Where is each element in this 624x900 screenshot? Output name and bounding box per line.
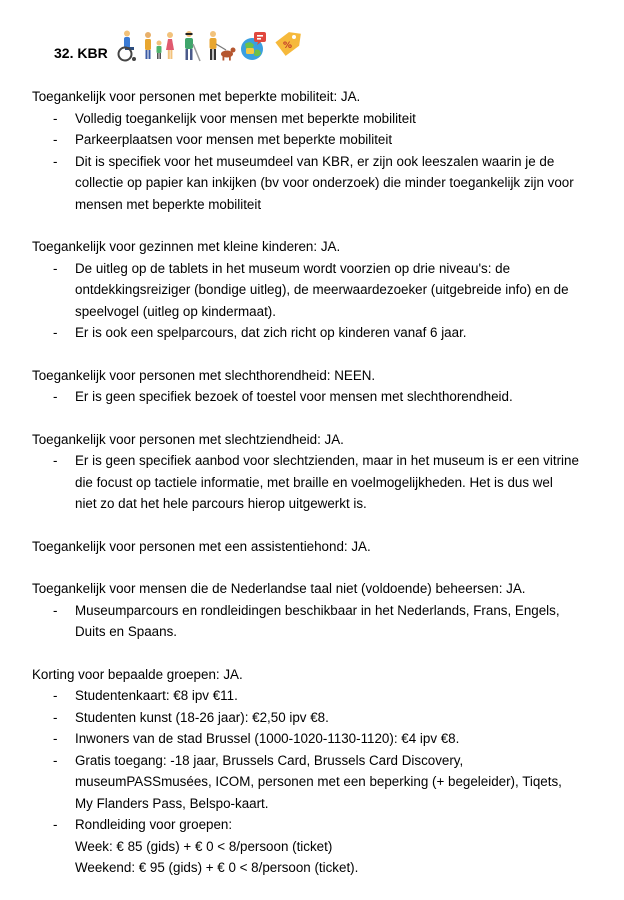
list-item-line: die focust op tactiele informatie, met braille en voelmogelijkheden. Het is dus wel: [75, 474, 553, 490]
list-item-line: - Volledig toegankelijk voor mensen met beperkte mobiliteit: [75, 110, 416, 126]
section: [32, 578, 602, 643]
bullet-list: [32, 450, 602, 515]
list-item-line: ontdekkingsreiziger (bondige uitleg), de meerwaardezoeker (uitgebreide info) en de: [75, 282, 569, 297]
list-item: [32, 129, 602, 151]
wheelchair-icon: [116, 30, 138, 62]
section: [32, 664, 602, 879]
section-heading: Korting voor bepaalde groepen: JA.: [32, 666, 243, 682]
section-heading: Toegankelijk voor personen met een assistentiehond: JA.: [32, 538, 371, 554]
list-item: [32, 685, 602, 707]
list-item-line: speelvogel (uitleg op kindermaat).: [75, 303, 276, 319]
list-item: [32, 258, 602, 323]
section: [32, 86, 602, 215]
bullet-list: [32, 600, 602, 643]
document-body: [32, 86, 602, 900]
list-item-line: - Er is geen specifiek bezoek of toestel voor mensen met slechthorendheid.: [75, 389, 513, 404]
list-item-line: - Er is ook een spelparcours, dat zich richt op kinderen vanaf 6 jaar.: [75, 325, 467, 340]
list-item: [32, 728, 602, 750]
list-item-line: mensen met beperkte mobiliteit: [75, 196, 262, 212]
blind-person-icon: [180, 30, 202, 62]
accessibility-icons: [116, 30, 302, 62]
section: [32, 365, 602, 408]
bullet-list: [32, 108, 602, 216]
list-item-line: niet zo dat het hele parcours hierop uitgewerkt is.: [75, 496, 367, 511]
list-item: [32, 600, 602, 643]
list-item-line: - Studenten kunst (18-26 jaar): €2,50 ipv €8.: [75, 709, 329, 725]
section-heading: Toegankelijk voor personen met slechtziendheid: JA.: [32, 431, 344, 447]
title-row: [54, 26, 302, 62]
list-item-line: - Rondleiding voor groepen:: [75, 817, 233, 832]
list-item-line: - Parkeerplaatsen voor mensen met beperkte mobiliteit: [75, 132, 393, 147]
list-item-line: My Flanders Pass, Belspo-kaart.: [75, 795, 269, 811]
list-item-line: - Er is geen specifiek aanbod voor slechtzienden, maar in het museum is er een vitrine: [75, 453, 579, 468]
language-icon: [240, 30, 268, 62]
list-item-line: - Dit is specifiek voor het museumdeel van KBR, er zijn ook leeszalen waarin je de: [75, 153, 555, 169]
list-item: [32, 322, 602, 344]
svg-text:%: %: [282, 41, 292, 51]
section: [32, 536, 602, 558]
section-heading: Toegankelijk voor personen met slechthorendheid: NEEN.: [32, 367, 376, 383]
list-item-line: museumPASSmusées, ICOM, personen met een beperking (+ begeleider), Tiqets,: [75, 774, 562, 789]
bullet-list: [32, 386, 602, 408]
list-item: [32, 386, 602, 408]
list-item: [32, 750, 602, 815]
list-item: [32, 814, 602, 879]
list-item-line: collectie op papier kan inkijken (bv voor onderzoek) die minder toegankelijk zijn voor: [75, 175, 574, 190]
family-icon: [142, 30, 176, 62]
section: [32, 429, 602, 515]
list-item: [32, 108, 602, 130]
list-item: [32, 707, 602, 729]
bullet-list: [32, 685, 602, 879]
list-item-line: - Inwoners van de stad Brussel (1000-1020-1130-1120): €4 ipv €8.: [75, 731, 460, 746]
page-title: 32. KBR: [54, 45, 108, 61]
list-item-line: - De uitleg op de tablets in het museum wordt voorzien op drie niveau's: de: [75, 260, 511, 276]
list-item: [32, 450, 602, 515]
list-item-line: Week: € 85 (gids) + € 0 < 8/persoon (ticket): [75, 838, 333, 854]
list-item: [32, 151, 602, 216]
list-item-line: Weekend: € 95 (gids) + € 0 < 8/persoon (ticket).: [75, 860, 359, 875]
section-heading: Toegankelijk voor personen met beperkte mobiliteit: JA.: [32, 89, 361, 104]
list-item-line: - Museumparcours en rondleidingen beschikbaar in het Nederlands, Frans, Engels,: [75, 602, 560, 618]
list-item-line: - Studentenkaart: €8 ipv €11.: [75, 688, 238, 703]
section: [32, 236, 602, 344]
list-item-line: Duits en Spaans.: [75, 624, 177, 639]
section-heading: Toegankelijk voor gezinnen met kleine kinderen: JA.: [32, 239, 341, 254]
section-heading: Toegankelijk voor mensen die de Nederlandse taal niet (voldoende) beheersen: JA.: [32, 581, 526, 596]
list-item-line: - Gratis toegang: -18 jaar, Brussels Card, Brussels Card Discovery,: [75, 752, 464, 768]
bullet-list: [32, 258, 602, 344]
assistance-dog-icon: [206, 30, 236, 62]
discount-tag-icon: [272, 30, 302, 62]
